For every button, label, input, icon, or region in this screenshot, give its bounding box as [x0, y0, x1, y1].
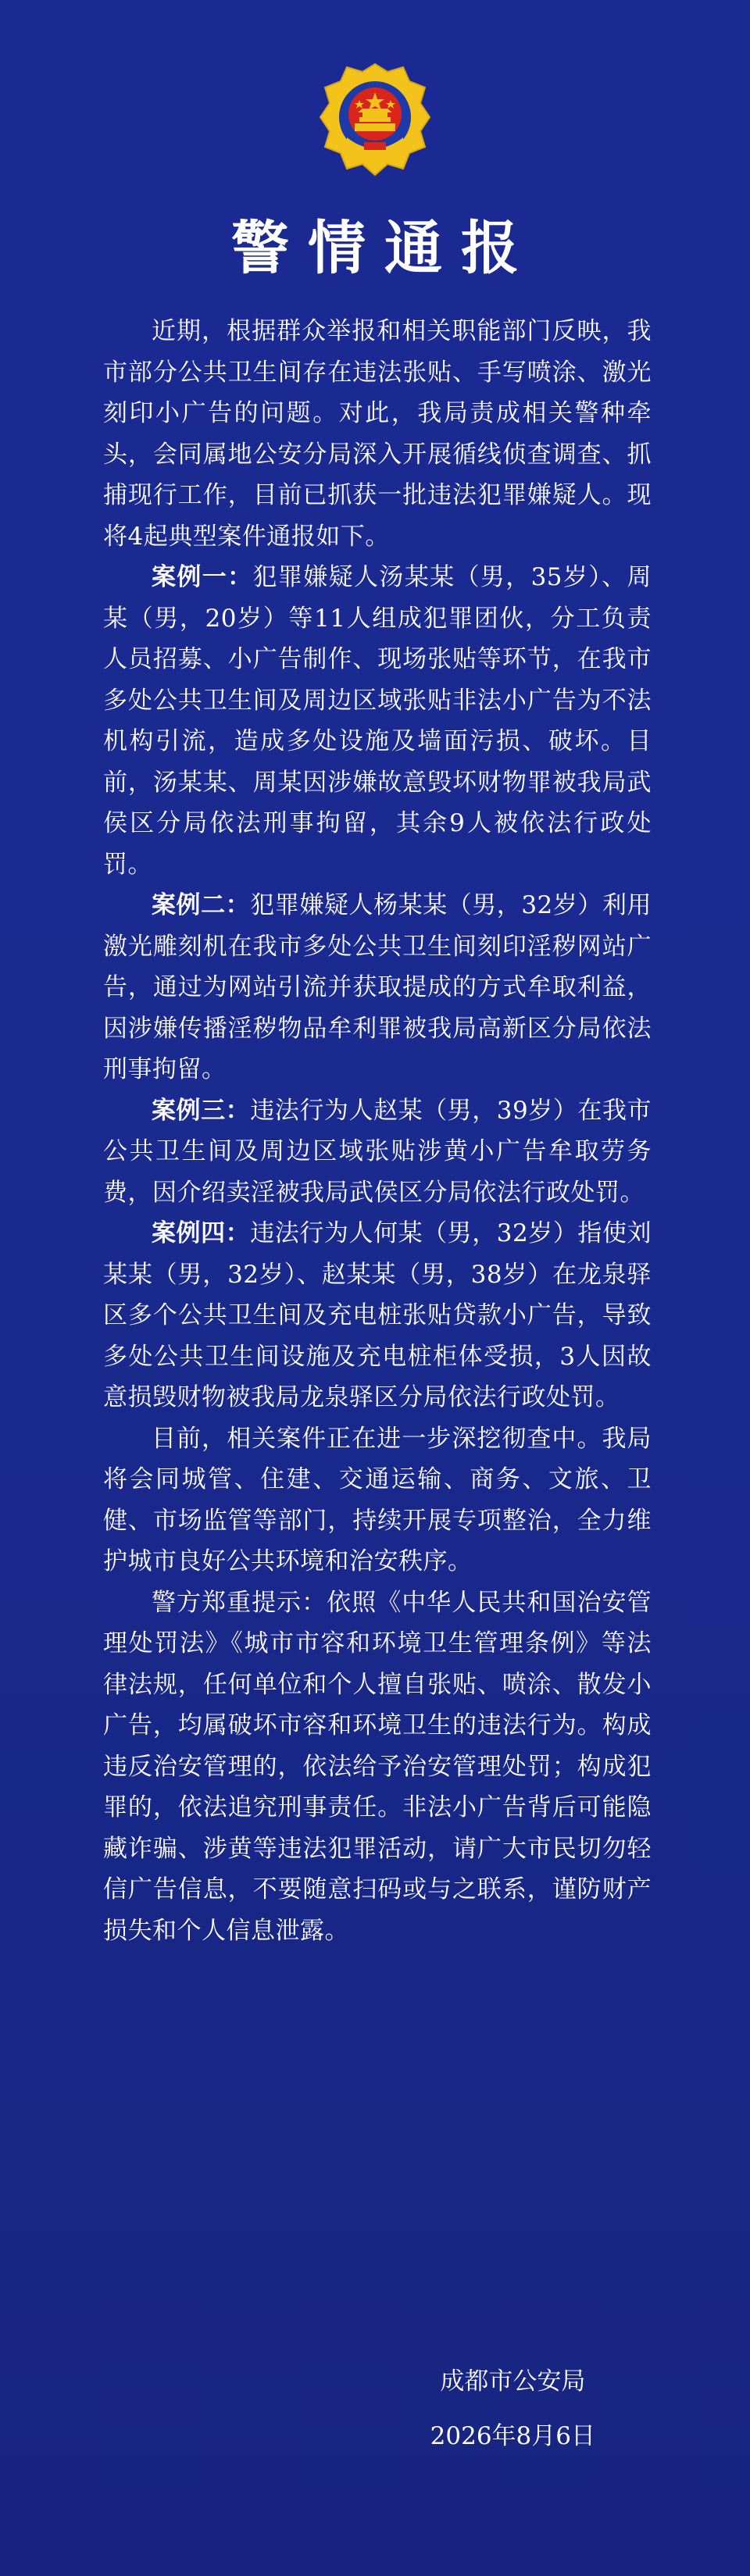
- closing-paragraph: 目前，相关案件正在进一步深挖彻查中。我局将会同城管、住建、交通运输、商务、文旅、卫健、市场监管等部门，持续开展专项整治，全力维护城市良好公共环境和治安秩序。: [103, 1424, 652, 1575]
- case-label: 案例三：: [152, 1096, 251, 1125]
- issuer-name: 成都市公安局: [440, 2367, 586, 2396]
- case-label: 案例二：: [152, 891, 251, 919]
- case-paragraph: [103, 885, 652, 1090]
- signature-block: [430, 2354, 595, 2464]
- issue-date: 2026年8月6日: [430, 2422, 595, 2450]
- case-text: 犯罪嫌疑人汤某某（男，35岁）、周某（男，20岁）等11人组成犯罪团伙，分工负责人员招募、小广告制作、现场张贴等环节，在我市多处公共卫生间及周边区域张贴非法小广告为不法机构引流，造成多处设施及墙面污损、破坏。目前，汤某某、周某因涉嫌故意毁坏财物罪被我局武侯区分局依法刑事拘留，其余9人被依法行政处罚。: [103, 563, 652, 879]
- intro-paragraph: 近期，根据群众举报和相关职能部门反映，我市部分公共卫生间存在违法张贴、手写喷涂、激光刻印小广告的问题。对此，我局责成相关警种牵头，会同属地公安分局深入开展循线侦查调查、抓捕现行工作，目前已抓获一批违法犯罪嫌疑人。现将4起典型案件通报如下。: [103, 317, 652, 551]
- case-paragraph: [103, 557, 652, 885]
- police-emblem-icon: [316, 61, 434, 180]
- case-text: 违法行为人赵某（男，39岁）在我市公共卫生间及周边区域张贴涉黄小广告牟取劳务费，因介绍卖淫被我局武侯区分局依法行政处罚。: [103, 1096, 652, 1207]
- case-label: 案例四：: [152, 1219, 251, 1247]
- warning-paragraph: 警方郑重提示：依照《中华人民共和国治安管理处罚法》《城市市容和环境卫生管理条例》等法律法规，任何单位和个人擅自张贴、喷涂、散发小广告，均属破坏市容和环境卫生的违法行为。构成违反治安管理的，依法给予治安管理处罚；构成犯罪的，依法追究刑事责任。非法小广告背后可能隐藏诈骗、涉黄等违法犯罪活动，请广大市民切勿轻信广告信息，不要随意扫码或与之联系，谨防财产损失和个人信息泄露。: [103, 1588, 652, 1945]
- case-paragraph: [103, 1090, 652, 1214]
- case-text: 犯罪嫌疑人杨某某（男，32岁）利用激光雕刻机在我市多处公共卫生间刻印淫秽网站广告，通过为网站引流并获取提成的方式牟取利益，因涉嫌传播淫秽物品牟利罪被我局高新区分局依法刑事拘留。: [103, 891, 652, 1083]
- case-label: 案例一：: [152, 563, 253, 591]
- case-text: 违法行为人何某（男，32岁）指使刘某某（男，32岁）、赵某某（男，38岁）在龙泉驿区多个公共卫生间及充电桩张贴贷款小广告，导致多处公共卫生间设施及充电桩柜体受损，3人因故意损毁财物被我局龙泉驿区分局依法行政处罚。: [103, 1219, 652, 1411]
- notice-body: [103, 311, 652, 1951]
- case-paragraph: [103, 1213, 652, 1418]
- notice-title: 警情通报: [231, 215, 538, 282]
